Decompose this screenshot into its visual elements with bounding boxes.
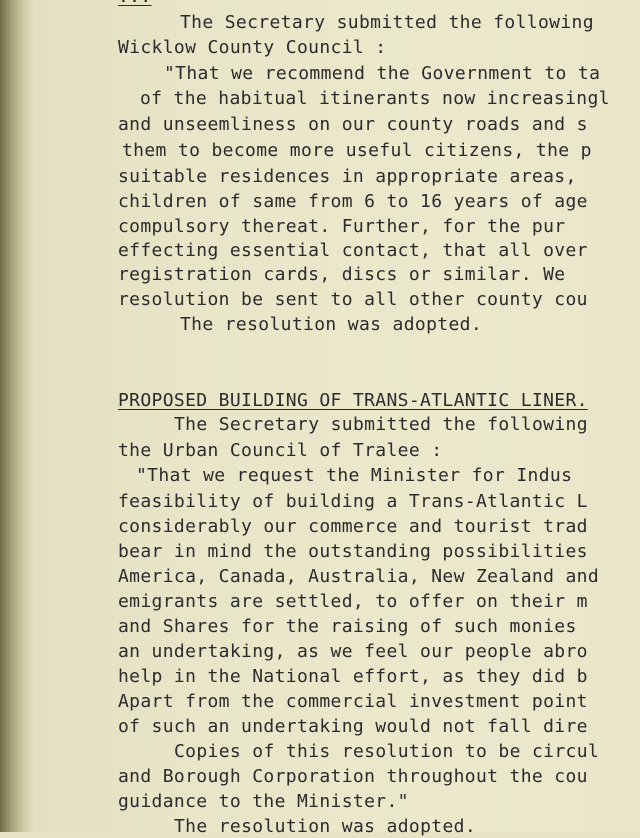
section2-line-4: feasibility of building a Trans-Atlantic L (118, 491, 588, 512)
section1-line-12: resolution be sent to all other county cou (118, 289, 588, 310)
section2-line-2: the Urban Council of Tralee : (118, 440, 443, 461)
section1-line-6: them to become more useful citizens, the p (122, 140, 592, 161)
section2-line-15: and Borough Corporation throughout the cou (118, 766, 588, 787)
section1-line-3: "That we recommend the Government to ta (164, 63, 601, 84)
section2-heading: PROPOSED BUILDING OF TRANS-ATLANTIC LINER. (118, 390, 588, 411)
section2-line-10: an undertaking, as we feel our people abro (118, 641, 588, 662)
section2-line-8: emigrants are settled, to offer on their m (118, 591, 588, 612)
section2-line-1: The Secretary submitted the following (174, 414, 588, 435)
section2-line-6: bear in mind the outstanding possibilities (118, 541, 588, 562)
section2-line-3: "That we request the Minister for Indus (136, 465, 573, 486)
section1-line-4: of the habitual itinerants now increasingl (140, 88, 610, 109)
section1-line-13: The resolution was adopted. (180, 314, 483, 335)
section1-line-11: registration cards, discs or similar. We (118, 264, 566, 285)
section1-line-2: Wicklow County Council : (118, 37, 387, 58)
section1-line-8: children of same from 6 to 16 years of age (118, 191, 588, 212)
section2-line-5: considerably our commerce and tourist trad (118, 516, 588, 537)
section2-line-13: of such an undertaking would not fall dire (118, 716, 588, 737)
section2-line-14: Copies of this resolution to be circul (174, 741, 600, 762)
section2-line-9: and Shares for the raising of such monies (118, 616, 577, 637)
section2-line-16: guidance to the Minister." (118, 791, 409, 812)
section2-line-12: Apart from the commercial investment point (118, 691, 588, 712)
section1-line-10: effecting essential contact, that all over (118, 240, 588, 261)
binding-gutter (0, 0, 34, 832)
section1-line-9: compulsory thereat. Further, for the pur (118, 216, 566, 237)
section1-line-5: and unseemliness on our county roads and s (118, 114, 588, 135)
section2-line-7: America, Canada, Australia, New Zealand and (118, 566, 600, 587)
section1-line-1: The Secretary submitted the following (180, 12, 594, 33)
section2-line-17: The resolution was adopted. (174, 816, 477, 837)
section1-line-7: suitable residences in appropriate areas, (118, 166, 577, 187)
section2-line-11: help in the National effort, as they did b (118, 666, 588, 687)
section1-title-fragment (118, 0, 152, 8)
